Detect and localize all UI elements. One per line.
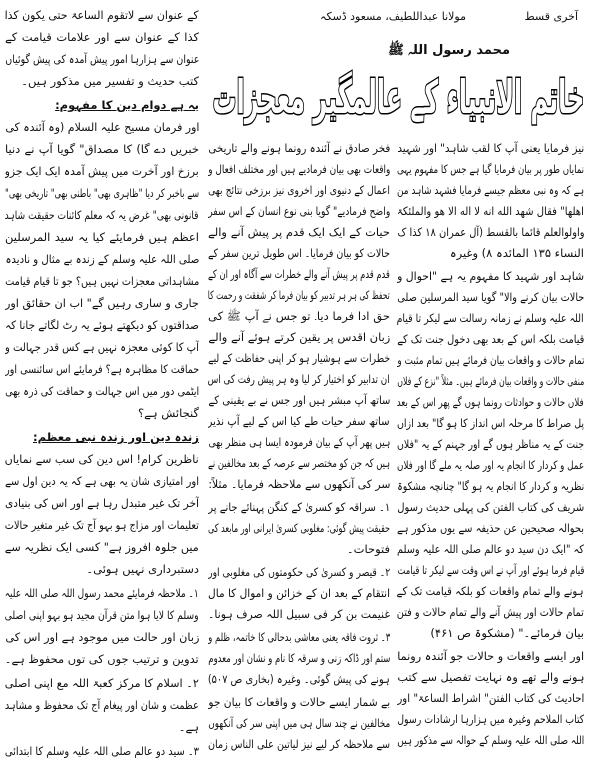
text-line-row — [208, 518, 390, 539]
text-line-row — [397, 688, 584, 709]
text-line-row — [397, 539, 584, 560]
text-line: جنت کے یہ مناظر ہوں گے اور جہنم کے یہ "فلاں — [397, 437, 584, 451]
text-line: برزخ اور آخرت میں پیش آمدہ ایک ایک جزو — [5, 164, 199, 178]
text-line-row — [5, 626, 199, 648]
text-line: صداقتوں کو دیکھتے ہوئے یہ رٹ لگاتے جانا کہ — [5, 318, 199, 332]
text-line-row — [208, 692, 390, 713]
text-line: قیام فرما ہوئے اور آپ نے اس وقت سے لیکر تا قیامت — [397, 563, 584, 577]
text-line-row — [208, 453, 390, 474]
text-line: قانونی بھی" غرض یہ کہ معلم کائنات حقیقت شاہد — [5, 208, 199, 222]
text-line-row — [208, 369, 390, 390]
text-line-row — [208, 474, 390, 495]
article-title-text — [212, 64, 584, 130]
section-heading-text: یہ ہے دوام دین کا مفہوم: — [55, 98, 199, 112]
text-line-row — [397, 413, 584, 434]
text-line-row — [397, 623, 584, 644]
text-line-row — [208, 159, 390, 180]
text-line: کتب حدیث و تفسیر میں مذکور ہیں۔ — [21, 74, 199, 88]
text-line-row — [397, 371, 584, 392]
text-line-row — [5, 314, 199, 336]
text-line: حیات کے ایک ایک قدم پر پیش آنے والے — [208, 225, 390, 239]
text-line-row — [208, 627, 390, 648]
text-line: ۲۔ قیصر و کسریٰ کی حکومتوں کی مغلوبی اور — [208, 565, 390, 579]
text-line-row — [5, 716, 199, 738]
text-line-row — [5, 448, 199, 470]
text-line-row — [5, 248, 199, 270]
text-line-row — [397, 709, 584, 730]
paragraph — [5, 4, 199, 92]
text-line-row — [208, 669, 390, 690]
title-part-2: کے عالمگیر معجزات — [212, 70, 438, 124]
text-line: مخالفین نے چند سال ہی میں اپنی سر کی آنکھوں — [208, 716, 390, 730]
paragraph — [397, 646, 584, 751]
text-line: کہ "ایک دن سید دو عالم صلی اللہ علیہ وسلم — [397, 542, 584, 556]
text-line-row — [208, 713, 390, 734]
text-line-row — [208, 306, 390, 327]
text-line-row — [5, 740, 199, 762]
text-line-row — [208, 222, 390, 243]
text-line: عظمت و شان اور پیغام آج تک محفوظ و مشاہد — [5, 698, 199, 712]
text-line: وسلم کا لایا ہوا متن قرآن مجید ہو بہو اپنی اصلی — [5, 608, 199, 622]
text-line: ہونے والے تمام واقعات کو بلکہ قیامت تک کے — [397, 584, 584, 598]
text-line: ناظرین کرام! اس دین کی سب سے نمایاں — [5, 452, 199, 466]
text-line: اللہ صلی اللہ علیہ وسلم کے حوالہ سے مذکور ہیں — [397, 733, 584, 747]
text-line: غنیمت بن کر فی سبیل اللہ صرف ہونا۔ — [208, 607, 390, 621]
paragraph — [208, 627, 390, 690]
text-line: قیامت بلکہ اس کے بعد بھی دخول جنت تک کے — [397, 332, 584, 346]
text-line: گنجائش ہے؟ — [138, 406, 199, 420]
paragraph — [397, 266, 584, 644]
text-line-row — [5, 358, 199, 380]
text-line: اعظم ہیں فرمایئے کیا یہ سید المرسلین — [5, 230, 199, 244]
text-line-row — [397, 222, 584, 243]
text-line-row — [208, 327, 390, 348]
text-line-row — [208, 432, 390, 453]
text-line: تمام حالات و واقعات بیان فرمائے ہیں تمام مثبت و — [397, 353, 584, 367]
text-line-row — [397, 180, 584, 201]
paragraph — [208, 562, 390, 625]
text-line: آپ کا کوئی معجزہ نہیں ہے کس قدر جہالت و — [5, 340, 199, 354]
text-line-row — [5, 26, 199, 48]
text-line-row — [397, 434, 584, 455]
text-line: ۲۔ اسلام کا مرکز کعبۃ اللہ مع اپنی اصلی — [5, 676, 199, 690]
text-line-row — [5, 558, 199, 580]
text-line-row — [5, 402, 199, 424]
text-line-row — [5, 694, 199, 716]
text-line-row — [5, 204, 199, 226]
text-line: کذا کے عنوان سے اور علامات قیامت کے — [5, 30, 199, 44]
text-line-row — [397, 497, 584, 518]
text-line: احادیث کی کتاب الفتن" اشراط الساعۃ" اور — [397, 691, 584, 705]
text-line: حالات بیان کرنے والا" گویا سید المرسلین صلی — [397, 290, 584, 304]
text-line-row — [397, 329, 584, 350]
paragraph — [208, 138, 390, 495]
text-line: دستبرداری نہیں ہوئی۔ — [86, 562, 199, 576]
text-line-row — [208, 583, 390, 604]
text-line: بیان فرمائے۔" (مشکوۃ ص ۴۶۱) — [430, 626, 584, 640]
text-line-row — [5, 138, 199, 160]
text-line: شاہد اور شہید کا مفہوم یہ ہے "احوال و — [397, 269, 584, 283]
text-line-row — [397, 308, 584, 329]
text-line: زبان اور حالت میں موجود ہے اور اس کی — [5, 630, 199, 644]
text-line: حماقت کا مظاہرہ ہے؟ فرمایئے اس سائنسی اور — [5, 362, 199, 376]
text-line: سر کی آنکھوں سے ملاحظہ فرمایا۔ مثلاً: — [208, 477, 390, 491]
paragraph — [5, 672, 199, 738]
text-line-row — [397, 581, 584, 602]
text-line-row — [5, 182, 199, 204]
text-line: کے عنوان سے لاتقوم الساعۃ حتی یکون کذا — [5, 8, 199, 22]
text-line-row — [397, 560, 584, 581]
author-byline: مولانا عبداللطیف، مسعود ڈسکہ — [320, 10, 466, 23]
text-line-row — [397, 646, 584, 667]
text-line-row — [208, 604, 390, 625]
right-column — [397, 138, 584, 753]
text-line: ساتھ آپ مبشر ہیں اور جس نے بے یقینی کے — [208, 393, 390, 407]
text-line: زبان اقدس پر یقین کرتے ہوئے آنے والے — [208, 330, 390, 344]
text-line-row — [208, 285, 390, 306]
paragraph — [5, 448, 199, 580]
text-line-row — [397, 667, 584, 688]
text-line-row — [208, 411, 390, 432]
text-line: منفی حالات و واقعات بیان فرمائے ہیں۔ مثلاً "نزع کے فلاں — [397, 374, 584, 388]
text-line: تعلیمات اور مزاج ہو بہو آج تک غیر متغیر حالات — [5, 518, 199, 532]
text-line: ۳۔ ثروت فاقہ یعنی معاشی بدحالی کا خاتمہ، ظلم و — [208, 630, 390, 644]
text-line-row — [208, 243, 390, 264]
article-title-line — [212, 64, 584, 130]
text-line-row — [397, 266, 584, 287]
text-line: نمایاں طور پر بیان فرمایا گیا ہے جس کا مفہوم یہی — [397, 162, 584, 176]
paragraph — [208, 692, 390, 755]
text-line: اعمال کے دنیوی اور اخروی نیز برزخی نتائج بھی — [208, 183, 390, 197]
text-line: فتوحات۔ — [346, 542, 390, 556]
text-line: ایٹمی دور میں اس جہالت و حماقت کی ذرہ بھی — [5, 384, 199, 398]
title-overlay: محمد رسول اللہ ﷺ — [388, 43, 510, 58]
text-line-row — [208, 648, 390, 669]
section-heading — [5, 426, 199, 448]
text-line-row — [5, 536, 199, 558]
text-line-row — [5, 380, 199, 402]
text-line-row — [208, 734, 390, 755]
text-line-row — [397, 518, 584, 539]
text-line-row — [397, 476, 584, 497]
text-line: خبریں دے گا) کا مصداق" گویا آپ نے دنیا — [5, 142, 199, 156]
text-line: اور فرمان مسیح علیہ السلام (وہ آئندہ کی — [5, 120, 199, 134]
text-line-row — [397, 730, 584, 751]
paragraph — [208, 497, 390, 560]
text-line: اور ایسے واقعات و حالات جو آئندہ رونما — [397, 649, 584, 663]
text-line-row — [397, 392, 584, 413]
text-line: بے شمار ایسے حالات و واقعات کا بیان جو — [208, 695, 390, 709]
text-line: حق ادا فرما دیا۔ تو جس نے آپ ﷺ کی — [208, 309, 390, 323]
text-line: ہونے کی پیش گوئی۔ وغیرہ (بخاری ص ۵۰۷) — [208, 672, 390, 686]
text-line: ہے کہ وہ نبی معظم جیسے فرمایا فشہد شاہد من — [397, 183, 584, 197]
text-line: تدوین و ترتیب جوں کی توں محفوظ ہے۔ — [5, 652, 199, 666]
text-line: اللہ علیہ وسلم نے زمانہ رسالت سے لیکر تا قیام — [397, 311, 584, 325]
text-line-row — [397, 602, 584, 623]
text-line: ہونے والے تھے وہ نہایت تفصیل سے کتب — [397, 670, 584, 684]
text-line: عمل و کردار کا انجام یہ اور صلہ یہ ملے گا اور فلاں — [397, 458, 584, 472]
text-line: ہیں پھر آپ کے بیان فرمودہ ایسا ہی منظر بھی — [208, 435, 390, 449]
text-line: ان تدابیر کو اختیار کر لیا وہ ہر پیش رفت کی اس — [208, 372, 390, 386]
text-line: ساتھ سفر حیات طے کیا اس کے لیے آپ نذیر — [208, 414, 390, 428]
text-line: تمام حالات اور پیش آنے والے تمام حالات و فتن — [397, 605, 584, 619]
text-line: فلاں حالات و حوادثات رونما ہوں گے پھر اس کے بعد — [397, 395, 584, 409]
text-line: تحفظ کی ہر ہر تدبیر کو بیان فرما کر شفقت و رحمت کا — [208, 288, 390, 302]
text-line: واقعات بھی بیان فرمادیے ہیں اور مختلف افعال و — [208, 162, 390, 176]
text-line: ۳۔ سید دو عالم صلی اللہ علیہ وسلم کا ابتدائی — [5, 744, 199, 758]
text-line: قدم قدم پر پیش آنے والے خطرات سے آگاہ اور ان کے — [208, 267, 390, 281]
text-line-row — [208, 348, 390, 369]
paragraph — [5, 582, 199, 670]
text-line-row — [5, 4, 199, 26]
text-line-row — [208, 539, 390, 560]
text-line: اور امتیازی شان یہ بھی ہے کہ یہ دین اول سے — [5, 474, 199, 488]
text-line: ہے۔ — [178, 720, 199, 734]
text-line: حالات کو بیان فرمایا۔ اس طویل ترین سفر کے — [208, 246, 390, 260]
text-line-row — [397, 350, 584, 371]
text-line-row — [397, 243, 584, 264]
text-line-row — [5, 648, 199, 670]
text-line-row — [5, 116, 199, 138]
text-line-row — [5, 582, 199, 604]
text-line-row — [208, 497, 390, 518]
article-title — [212, 38, 584, 134]
text-line-row — [5, 604, 199, 626]
text-line: شریف کی کتاب الفتن کی پہلی حدیث رسول — [397, 500, 584, 514]
paragraph — [397, 138, 584, 264]
text-line-row — [208, 201, 390, 222]
text-line: انتقام کے بعد ان کے خزائن و اموال کا مال — [208, 586, 390, 600]
text-line-row — [208, 390, 390, 411]
text-line-row — [5, 672, 199, 694]
installment-label: آخری قسط — [524, 10, 578, 23]
text-line: نیز فرمایا یعنی آپ کا لقب شاہد" اور شہید — [397, 141, 584, 155]
text-line: واولوالعلم قائما بالقسط (آل عمران ۱۸ کذا ک — [397, 225, 584, 239]
text-line-row — [208, 180, 390, 201]
text-line: کتاب الملاحم وغیرہ میں ہزارہا ارشادات رسول — [397, 712, 584, 726]
text-line-row — [5, 336, 199, 358]
text-line-row — [208, 562, 390, 583]
text-line: خطرات سے ہوشیار ہو کر اپنی حفاظت کے لیے — [208, 351, 390, 365]
text-line: نظریہ و کردار کا انجام یہ ہو گا" چنانچہ مشکوۃ — [397, 479, 584, 493]
text-line: سے باخبر کر دیا "ظاہری بھی" باطنی بھی" تاریخی بھی" — [5, 186, 199, 200]
paragraph — [5, 116, 199, 424]
text-line-row — [5, 470, 199, 492]
text-line-row — [208, 138, 390, 159]
text-line-row — [397, 201, 584, 222]
text-line: حقیقت پیش گوئی: مغلوبی کسریٰ ایرانی اور مابعد کی — [208, 521, 390, 535]
text-line-row — [397, 455, 584, 476]
title-part-1: خاتم الانبیاء — [446, 70, 584, 124]
text-line: سے ملاحظہ کر لیے نیز لیاتین علی الناس زمان — [208, 737, 390, 751]
text-line: بحوالہ صحیحین عن حذیفہ سے یوں مذکور ہے — [397, 521, 584, 535]
text-line-row — [397, 287, 584, 308]
text-line: صلی اللہ علیہ وسلم کے زندہ بے مثال و نادیدہ — [5, 252, 199, 266]
text-line: میں جلوہ افروز ہے" کسی ایک نظریہ سے — [5, 540, 199, 554]
text-line-row — [5, 48, 199, 70]
text-line-row — [5, 70, 199, 92]
text-line: عنوان سے ہزارہا امور پیش آمدہ کی پیش گوئیاں — [5, 52, 199, 66]
text-line-row — [5, 292, 199, 314]
text-line-row — [208, 264, 390, 285]
text-line-row — [5, 160, 199, 182]
text-line: ۱۔ ملاحظہ فرمایئے محمد رسول اللہ صلی اللہ علیہ — [5, 586, 199, 600]
text-line: ستم اور ڈاکہ زنی و سرقہ کا نام و نشان اور معدوم — [208, 651, 390, 665]
left-column — [5, 4, 199, 764]
text-line-row — [5, 270, 199, 292]
text-line: النساء ۱۳۵ المائدہ ۸) وغیرہ — [449, 246, 584, 260]
text-line-row — [397, 159, 584, 180]
text-line: واضح فرمادیے" گویا بنی نوع انسان کے اس سفر — [208, 204, 390, 218]
text-line: پل صراط کا مرحلہ اس انداز کا ہو گا" بعد ازاں — [397, 416, 584, 430]
text-line: ۱۔ سراقہ کو کسریٰ کے کنگن پہنائے جانے پر — [208, 500, 390, 514]
text-line: آخر تک غیر متبدل رہا ہے اور اس کی بنیادی — [5, 496, 199, 510]
text-line-row — [5, 514, 199, 536]
middle-column — [208, 138, 390, 757]
paragraph — [5, 740, 199, 762]
text-line-row — [397, 138, 584, 159]
text-line: فخر صادق نے آئندہ رونما ہونے والے تاریخی — [208, 141, 390, 155]
text-line: اهلها" فقال شهد الله انه لا اله الا هو والملئکۃ — [397, 204, 584, 218]
section-heading — [5, 94, 199, 116]
text-line: جاری و ساری رہیں گے" اب ان حقائق اور — [5, 296, 199, 310]
text-line: ہیں کہ جن کو مختصر سے عرصہ کے بعد مخالفین نے — [208, 456, 390, 470]
section-heading-text: زندہ دین اور زندہ نبی معظم: — [32, 430, 199, 444]
text-line-row — [5, 226, 199, 248]
text-line: مشاہداتی معجزات نہیں ہیں؟ جو تا قیام قیامت — [5, 274, 199, 288]
text-line-row — [5, 492, 199, 514]
